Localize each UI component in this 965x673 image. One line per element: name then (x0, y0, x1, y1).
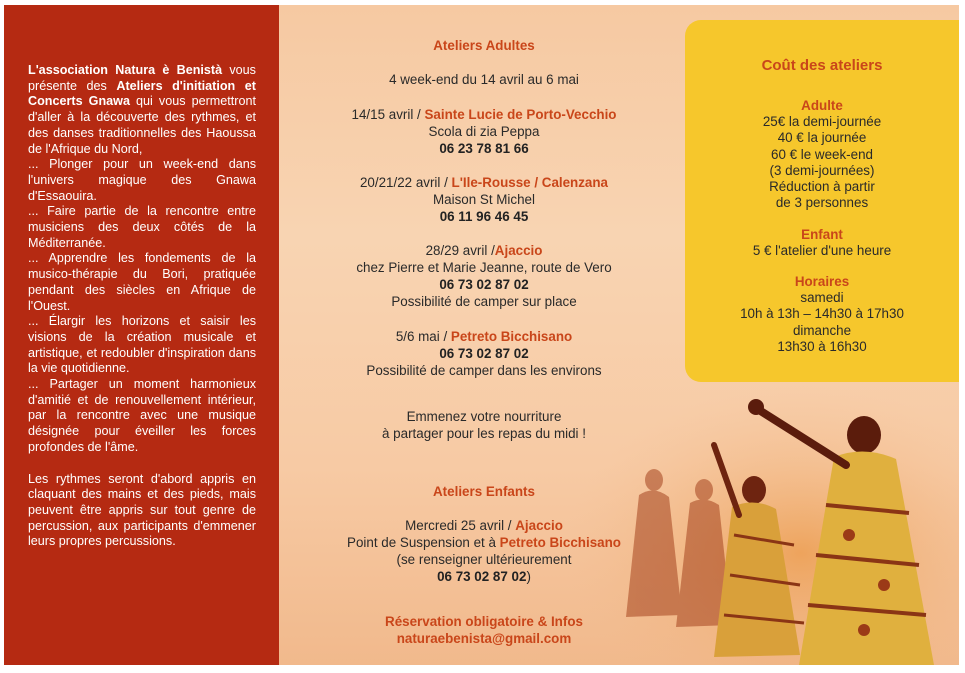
schedule-title: Horaires (794, 274, 850, 289)
workshop-title-bold: Ateliers d'initiation et Concerts Gnawa (28, 78, 256, 109)
paragraph-rencontre: ... Faire partie de la rencontre entre musiciens des deux côtés de la Méditerranée. (28, 204, 256, 250)
weekend-2 (279, 174, 689, 225)
reservation-label: Réservation obligatoire & Infos (385, 614, 583, 629)
adult-discount-line-2: de 3 personnes (775, 195, 869, 211)
kids-line-2 (279, 534, 689, 551)
paragraph-partager: ... Partager un moment harmonieux d'amitié et de renouvellement intérieur, par la rencontre avec une musique désignée pour éveiller les forces profondes de l'âme. (28, 377, 256, 454)
child-pricing (685, 227, 959, 259)
spacer (28, 456, 256, 472)
workshops-column (279, 5, 689, 665)
food-note-line-2: à partager pour les repas du midi ! (382, 426, 586, 441)
weekend-1-venue: Scola di zia Peppa (428, 124, 540, 139)
weekend-2-date: 20/21/22 avril / (359, 175, 452, 190)
weekend-4-note: Possibilité de camper dans les environs (366, 363, 602, 378)
kids-phone: 06 73 02 87 02 (437, 569, 527, 584)
weekend-2-place: L'Ile-Rousse / Calenzana (451, 175, 609, 190)
paragraph-horizons: ... Élargir les horizons et saisir les visions de la création musicale et artistique, et redoubler d'inspiration dans la vie quotidienne. (28, 314, 256, 376)
schedule-sunday-hours: 13h30 à 16h30 (777, 338, 867, 354)
adult-price-weekend: 60 € le week-end (771, 146, 873, 162)
paragraph-bori: ... Apprendre les fondements de la musico-thérapie du Bori, pratiquée pendant des siècles en Afrique de l'Ouest. (28, 251, 256, 313)
intro-text-a: vous présente des (28, 63, 256, 93)
left-panel (4, 5, 279, 665)
adult-workshops-title: Ateliers Adultes (433, 38, 535, 53)
kids-line-2-place: Petreto Bicchisano (499, 535, 621, 550)
weekend-4-place: Petreto Bicchisano (450, 329, 573, 344)
food-note (279, 408, 689, 442)
kids-line-2-text: Point de Suspension et à (347, 535, 500, 550)
kids-workshop (279, 517, 689, 585)
kids-place: Ajaccio (515, 518, 563, 533)
kids-line-3: (se renseigner ultérieurement (396, 552, 572, 567)
weekend-2-venue: Maison St Michel (433, 192, 535, 207)
schedule-saturday-label: samedi (800, 290, 844, 306)
weekend-3-venue: chez Pierre et Marie Jeanne, route de Vero (356, 260, 612, 275)
weekend-1-date: 14/15 avril / (351, 107, 425, 122)
cost-title: Coût des ateliers (761, 57, 883, 74)
intro-paragraph (28, 63, 256, 157)
schedule-sunday-label: dimanche (792, 322, 852, 338)
weekend-1-phone: 06 23 78 81 66 (439, 141, 529, 156)
cost-box (685, 20, 959, 382)
weekend-4-heading (279, 328, 689, 345)
kids-phone-line (279, 568, 689, 585)
schedule-saturday-hours: 10h à 13h – 14h30 à 17h30 (740, 306, 904, 322)
association-name: L'association Natura è Benistà (28, 63, 223, 77)
child-price: 5 € l'atelier d'une heure (752, 243, 892, 259)
reservation-info (279, 613, 689, 647)
flyer-sheet (4, 5, 959, 665)
adult-pricing-title: Adulte (801, 98, 843, 113)
weekend-1 (279, 106, 689, 157)
schedule (685, 274, 959, 355)
contact-email[interactable]: naturaebenista@gmail.com (396, 631, 572, 646)
weekend-3-heading (279, 242, 689, 259)
weekend-3-date: 28/29 avril / (425, 243, 495, 258)
kids-phone-close: ) (526, 569, 531, 584)
kids-workshops-title: Ateliers Enfants (433, 484, 535, 499)
association-description (28, 63, 256, 550)
weekend-1-heading (279, 106, 689, 123)
kids-heading (279, 517, 689, 534)
weekend-1-place: Sainte Lucie de Porto-Vecchio (424, 107, 617, 122)
weekend-3-place: Ajaccio (494, 243, 543, 258)
weekend-3-note: Possibilité de camper sur place (391, 294, 577, 309)
adult-workshops-dates: 4 week-end du 14 avril au 6 mai (389, 72, 579, 87)
adult-price-half-day: 25€ la demi-journée (762, 114, 882, 130)
weekend-4-date: 5/6 mai / (395, 329, 451, 344)
adult-price-day: 40 € la journée (777, 130, 867, 146)
food-note-line-1: Emmenez votre nourriture (406, 409, 562, 424)
adult-discount-line-1: Réduction à partir (769, 179, 875, 195)
weekend-3-phone: 06 73 02 87 02 (439, 277, 529, 292)
paragraph-rythmes: Les rythmes seront d'abord appris en claquant des mains et des pieds, mais peuvent être appris sur tout genre de percussion, aux participants d'emmener leurs propres percussions. (28, 471, 256, 549)
weekend-4 (279, 328, 689, 379)
weekend-2-heading (279, 174, 689, 191)
kids-date: Mercredi 25 avril / (405, 518, 516, 533)
weekend-2-phone: 06 11 96 46 45 (439, 209, 529, 224)
adult-pricing (685, 98, 959, 211)
child-pricing-title: Enfant (801, 227, 843, 242)
weekend-3 (279, 242, 689, 310)
intro-text-b: qui vous permettront d'aller à la découverte des rythmes, et des danses traditionnelles des Haoussa de l'Afrique du Nord, (28, 94, 256, 156)
weekend-4-phone: 06 73 02 87 02 (439, 346, 529, 361)
adult-price-weekend-detail: (3 demi-journées) (769, 162, 875, 178)
paragraph-plonger: ... Plonger pour un week-end dans l'univers magique des Gnawa d'Essaouira. (28, 157, 256, 203)
